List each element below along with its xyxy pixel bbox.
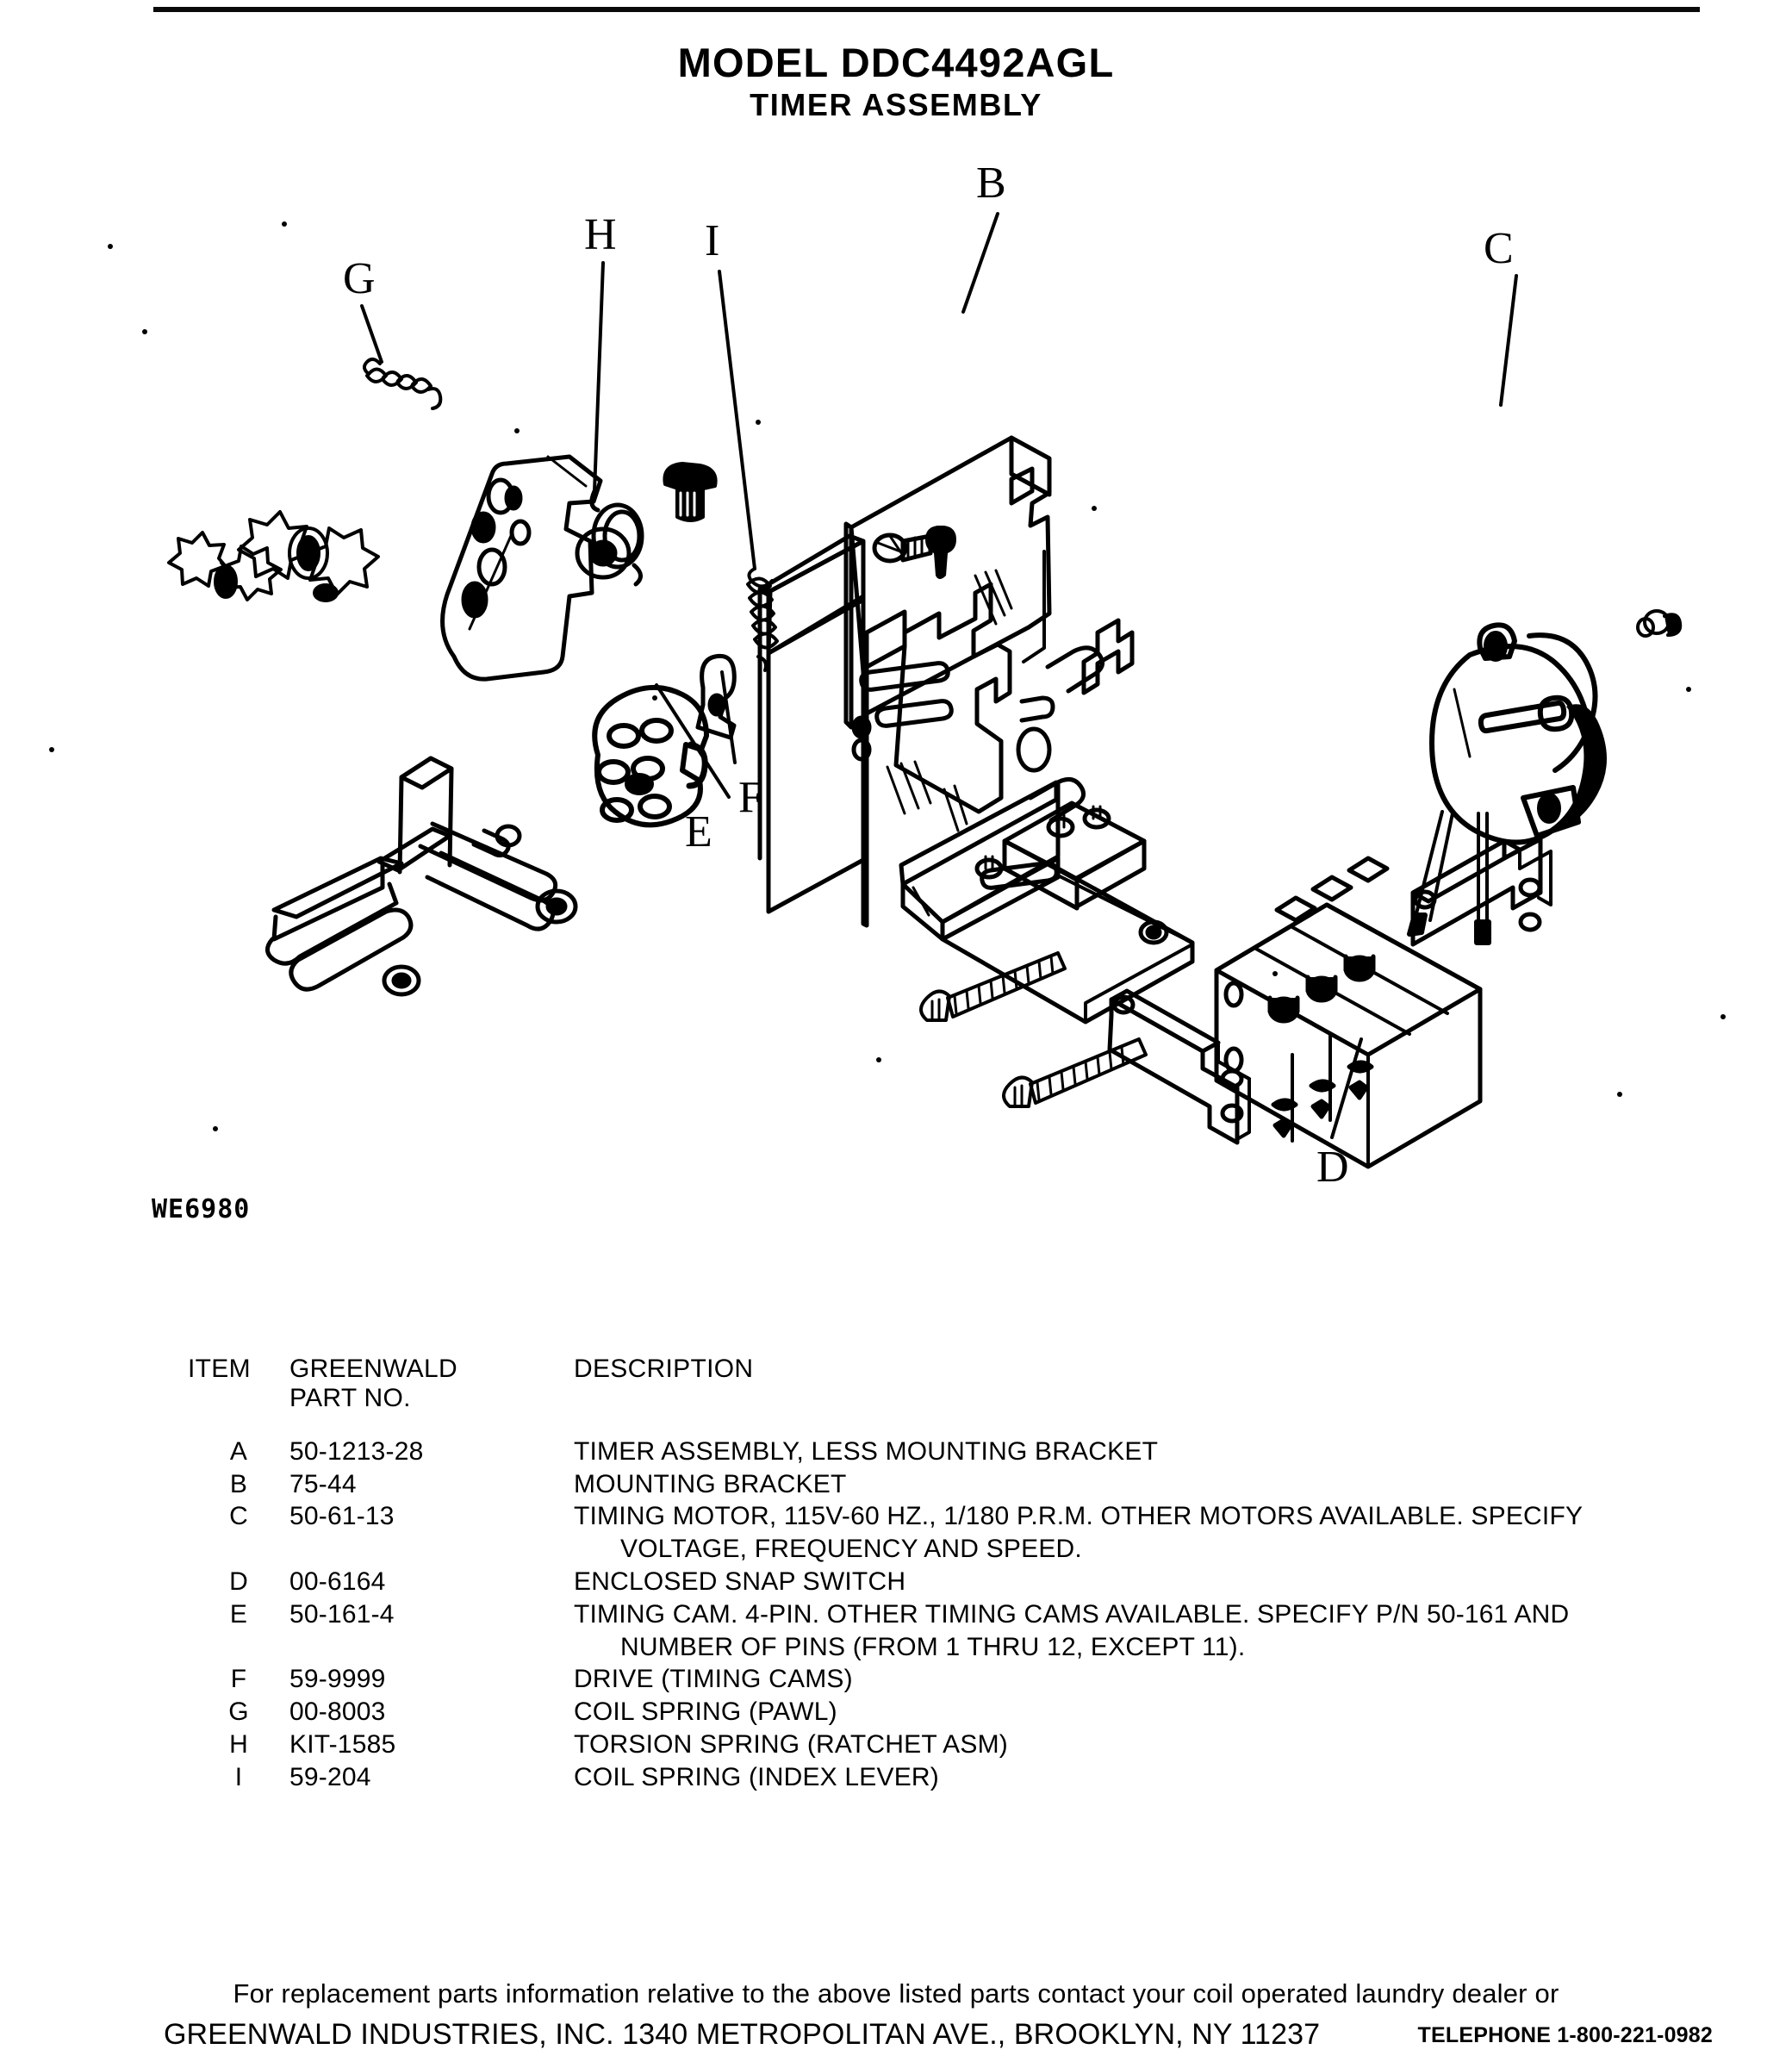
callout-g: G [343, 254, 376, 303]
base-plate [901, 782, 1192, 1022]
column-header-part-no-line1: GREENWALD [289, 1355, 457, 1383]
description-line: ENCLOSED SNAP SWITCH [574, 1567, 906, 1596]
title-block [0, 41, 1792, 122]
callout-b: B [976, 159, 1006, 208]
drawing-number: WE6980 [152, 1194, 251, 1224]
table-row [188, 1729, 1739, 1761]
star-gear-small [169, 533, 281, 600]
column-header-item: ITEM [188, 1355, 251, 1383]
machine-screw-long [921, 953, 1065, 1020]
cell-part-number: 50-161-4 [289, 1599, 395, 1629]
page-subtitle: TIMER ASSEMBLY [750, 86, 1042, 122]
description-line: DRIVE (TIMING CAMS) [574, 1665, 853, 1694]
column-header-part-no-line2: PART NO. [289, 1383, 411, 1412]
cell-item: C [229, 1502, 248, 1531]
callout-d: D [1316, 1143, 1349, 1192]
bracket-screw [874, 535, 930, 561]
description-line: TIMER ASSEMBLY, LESS MOUNTING BRACKET [574, 1436, 1159, 1466]
description-continuation: NUMBER OF PINS (FROM 1 THRU 12, EXCEPT 11). [620, 1632, 1246, 1661]
cell-description [574, 1761, 1739, 1794]
table-body [188, 1436, 1739, 1794]
cell-item: I [234, 1762, 243, 1791]
cell-part-number: 59-9999 [289, 1665, 386, 1694]
callout-h: H [584, 210, 617, 259]
description-line: COIL SPRING (INDEX LEVER) [574, 1762, 939, 1791]
column-header-part-no [289, 1355, 574, 1436]
cell-part-number: 59-204 [289, 1762, 371, 1791]
leader-h [594, 263, 603, 491]
cell-part-number: KIT-1585 [289, 1729, 396, 1759]
cell-item: B [229, 1469, 248, 1498]
cell-description [574, 1436, 1739, 1468]
footer-instruction: For replacement parts information relative to the above listed parts contact your coil operated laundry dealer or [233, 1978, 1559, 2009]
timer-frame [760, 536, 1132, 925]
torsion-spring [592, 491, 642, 584]
diagram-canvas [0, 146, 1792, 1344]
mounting-bracket [846, 438, 1049, 727]
table-row [188, 1436, 1739, 1468]
cell-part-number: 50-61-13 [289, 1502, 395, 1531]
cell-description [574, 1729, 1739, 1761]
callout-i: I [705, 216, 720, 265]
leader-g [362, 306, 382, 362]
table-row [188, 1663, 1739, 1696]
star-gear-large [239, 512, 378, 601]
cell-part-number: 75-44 [289, 1469, 357, 1498]
switch-bracket-left [1110, 991, 1249, 1143]
page-title: MODEL DDC4492AGL [677, 40, 1115, 85]
cell-item: F [230, 1665, 247, 1694]
motor-screw [1638, 611, 1680, 636]
cell-description [574, 1663, 1739, 1696]
table-row [188, 1761, 1739, 1794]
leader-i [719, 271, 755, 569]
leader-c [1501, 276, 1516, 405]
table-row [188, 1500, 1739, 1566]
ratchet-pawl-plate [443, 457, 600, 679]
enclosed-snap-switch [1216, 858, 1480, 1167]
footer-company-address: GREENWALD INDUSTRIES, INC. 1340 METROPOLITAN AVE., BROOKLYN, NY 11237 [164, 2018, 1321, 2051]
cell-item: G [228, 1697, 249, 1727]
table-row [188, 1468, 1739, 1501]
cell-description [574, 1696, 1739, 1729]
description-line: TIMING MOTOR, 115V-60 HZ., 1/180 P.R.M. OTHER MOTORS AVAILABLE. SPECIFY [574, 1502, 1584, 1531]
cell-item: D [229, 1567, 248, 1596]
description-continuation: VOLTAGE, FREQUENCY AND SPEED. [620, 1535, 1082, 1564]
exploded-parts-diagram [0, 146, 1792, 1344]
description-line: TIMING CAM. 4-PIN. OTHER TIMING CAMS AVAILABLE. SPECIFY P/N 50-161 AND [574, 1599, 1570, 1629]
screw-hex-head [664, 464, 715, 520]
cell-item: H [229, 1729, 248, 1759]
callout-f: F [738, 773, 763, 822]
timing-cam-4-pin [594, 688, 706, 825]
cell-part-number: 00-8003 [289, 1697, 386, 1727]
parts-list [188, 1355, 1739, 1794]
callout-c: C [1484, 224, 1514, 273]
table-head [188, 1355, 1739, 1436]
cell-item: E [229, 1599, 248, 1629]
description-line: MOUNTING BRACKET [574, 1469, 847, 1498]
cell-item: A [229, 1436, 248, 1466]
parts-table [0, 1355, 1792, 1794]
description-line: TORSION SPRING (RATCHET ASM) [574, 1729, 1008, 1759]
cell-description [574, 1468, 1739, 1501]
cell-description [574, 1598, 1739, 1664]
cell-part-number: 00-6164 [289, 1567, 386, 1596]
header-rule [153, 7, 1700, 12]
cell-description [574, 1500, 1739, 1566]
table-row [188, 1696, 1739, 1729]
description-line: COIL SPRING (PAWL) [574, 1697, 837, 1727]
column-header-description: DESCRIPTION [574, 1355, 754, 1383]
leader-b [963, 214, 998, 312]
table-header-row [188, 1355, 1739, 1436]
footer-telephone: TELEPHONE 1-800-221-0982 [1417, 2023, 1713, 2047]
coil-spring-pawl [364, 359, 440, 408]
table-row [188, 1598, 1739, 1664]
table-row [188, 1566, 1739, 1598]
cell-part-number: 50-1213-28 [289, 1436, 424, 1466]
index-lever-linkage [267, 758, 576, 994]
cell-description [574, 1566, 1739, 1598]
machine-screw-short [1004, 1039, 1146, 1106]
callout-e: E [685, 807, 712, 856]
